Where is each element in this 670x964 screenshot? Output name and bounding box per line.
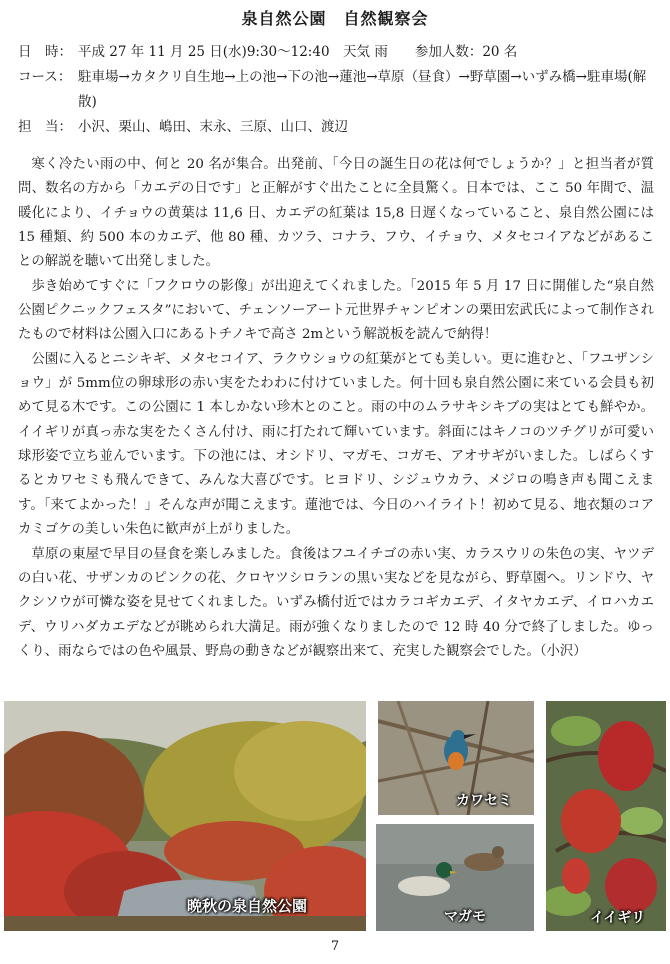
meta-value: 平成 27 年 11 月 25 日(水)9:30～12:40 天気 雨 参加人数：20 名 [78, 44, 518, 60]
report-body [18, 153, 654, 664]
meta-row-course [18, 65, 658, 115]
paragraph: 寒く冷たい雨の中、何と 20 名が集合。出発前、「今日の誕生日の花は何でしょうか？」と担当者が質問、数名の方から「カエデの日です」と正解がすぐ出たことに全員驚く。日本では、ここ 50 年間で、温暖化により、イチョウの黄葉は 11,6 日、カエデの紅葉は 15,8 日遅くなっていること、泉自然公園には 15 種類、約 500 本のカエデ、他 80 種、カツラ、コナラ、フウ、イチョウ、メタセコイアなどがあることの解説を聴いて出発しました。 [18, 157, 654, 270]
meta-value: 小沢、栗山、嶋田、末永、三原、山口、渡辺 [78, 119, 348, 135]
event-info [18, 40, 658, 140]
paragraph: 公園に入るとニシキギ、メタセコイア、ラクウショウの紅葉がとても美しい。更に進むと、「フユザンショウ」が 5mm位の卵球形の赤い実をたわわに付けていました。何十回も泉自然公園に来ている会員も初めて見る木です。この公園に 1 本しかない珍木とのこと。雨の中のムラサキシキブの実はとても鮮やか。イイギリが真っ赤な実をたくさん付け、雨に打たれて輝いています。斜面にはキノコのツチグリが可愛い球形姿で立ち並んでいます。下の池には、オシドリ、マガモ、コガモ、アオサギがいました。しばらくするとカワセミも飛んできて、みんな大喜びです。ヒヨドリ、シジュウカラ、メジロの鳴き声も聞こえます。「来てよかった！」そんな声が聞こえます。蓮池では、今日のハイライト！初めて見る、地衣類のコアカミゴケの美しい朱色に歓声が上がりました。 [18, 351, 654, 538]
mallard-photo [376, 824, 534, 931]
park-photo-image [4, 701, 366, 931]
paragraph: 草原の東屋で早目の昼食を楽しみました。食後はフユイチゴの赤い実、カラスウリの朱色の実、ヤツデの白い花、サザンカのピンクの花、クロヤツシロランの黒い実などを見ながら、野草園へ。リンドウ、ヤクシソウが可憐な姿を見せてくれました。いずみ橋付近ではカラコギカエデ、イタヤカエデ、イロハカエデ、ウリハダカエデなどが眺められ大満足。雨が強くなりましたので 12 時 40 分で終了しました。ゆっくり、雨ならではの色や風景、野鳥の動きなどが観察出来て、充実した観察会でした。（小沢） [18, 546, 654, 659]
iigiri-photo [546, 701, 666, 931]
meta-label: 日 時： [18, 44, 72, 60]
kingfisher-caption: カワセミ [456, 793, 512, 809]
iigiri-image [546, 701, 666, 931]
kingfisher-photo [378, 701, 534, 815]
park-caption: 晩秋の泉自然公園 [187, 897, 308, 915]
page-title: 泉自然公園 自然観察会 [241, 9, 429, 28]
iigiri-caption: イイギリ [590, 910, 646, 926]
mallard-caption: マガモ [444, 909, 486, 925]
paragraph: 歩き始めてすぐに「フクロウの影像」が出迎えてくれました。「2015 年 5 月 17 日に開催した“泉自然公園ピクニックフェスタ”において、チェンソーアート元世界チャンピオンの栗田宏武氏によって制作されたもので材料は公園入口にあるトチノキで高さ 2mという解説板を読んで納得！ [18, 278, 654, 343]
meta-label: コース： [18, 69, 72, 85]
meta-row-date [18, 40, 658, 65]
meta-label: 担 当： [18, 119, 72, 135]
meta-value: 駐車場→カタクリ自生地→上の池→下の池→蓮池→草原（昼食）→野草園→いずみ橋→駐車場(解散) [78, 69, 647, 110]
page-number: 7 [330, 939, 340, 954]
park-photo [4, 701, 366, 931]
meta-row-staff [18, 115, 658, 140]
